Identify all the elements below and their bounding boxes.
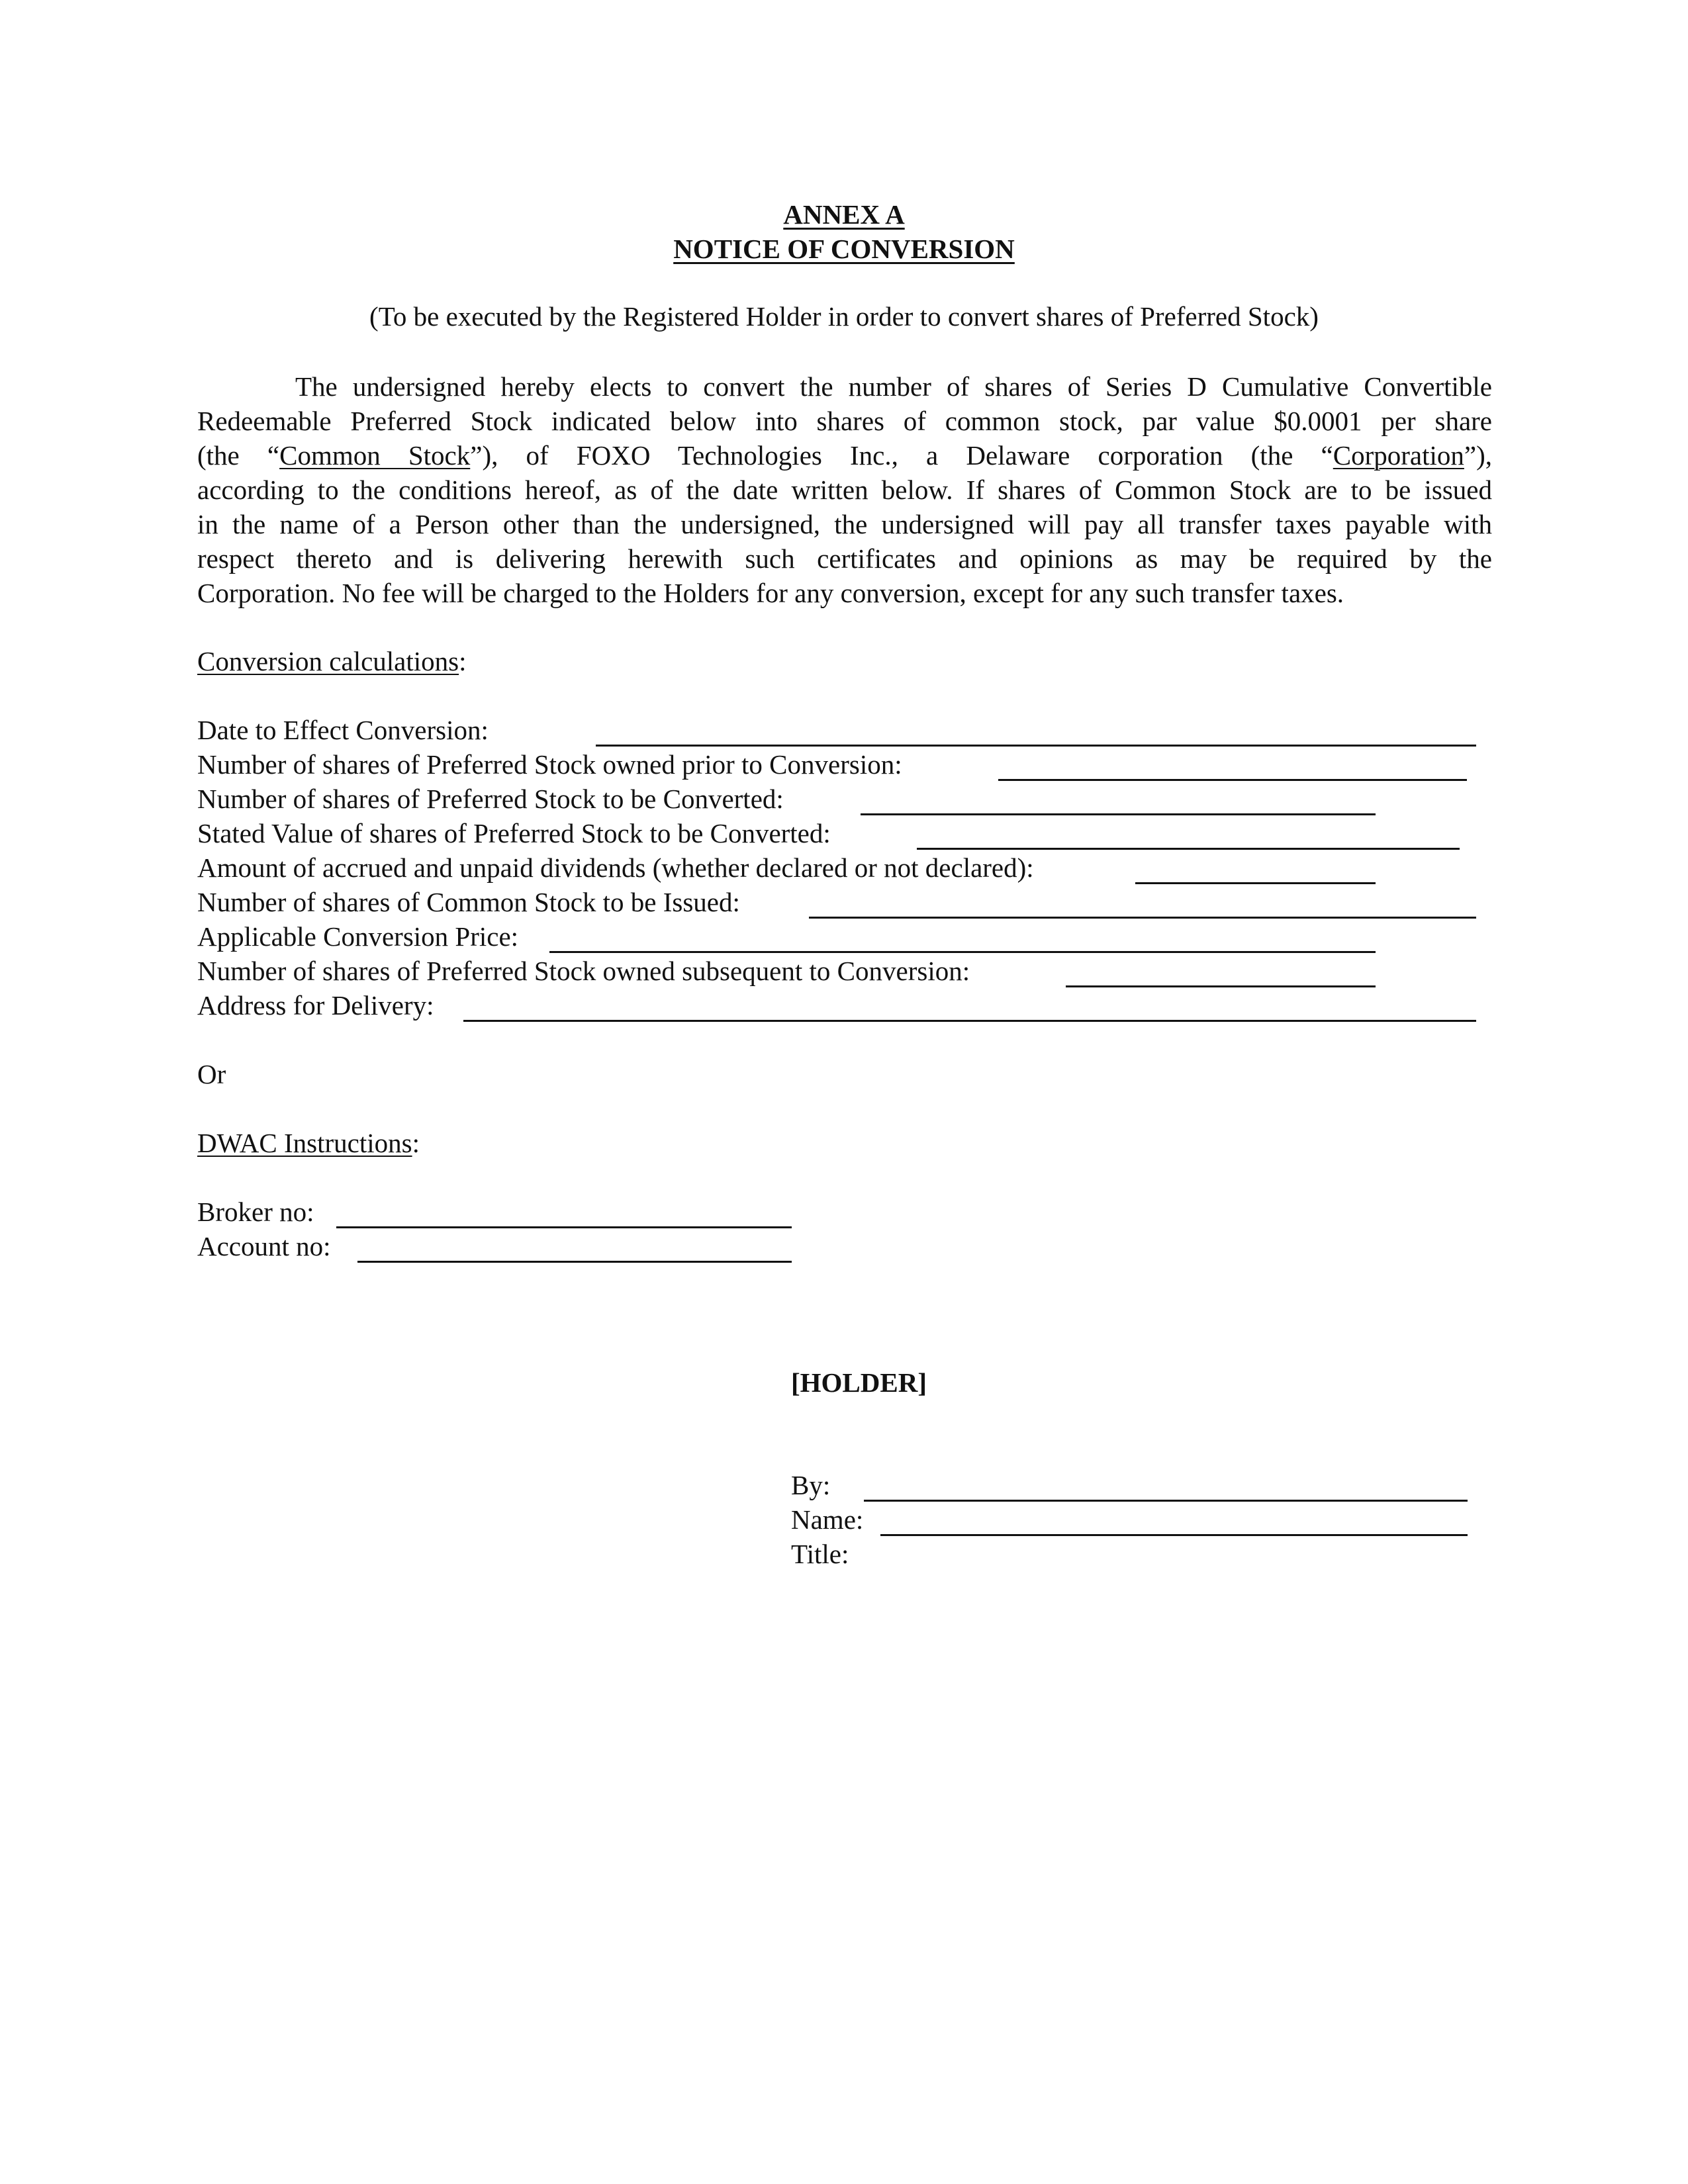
field-label-shares-owned-prior: Number of shares of Preferred Stock owned prior to Conversion: — [197, 749, 902, 780]
dwac-heading-colon: : — [412, 1128, 420, 1158]
dwac-heading — [197, 1126, 420, 1160]
name-label: Name: — [791, 1504, 864, 1535]
account-label: Account no: — [197, 1231, 331, 1261]
or-separator: Or — [197, 1059, 226, 1089]
account-blank[interactable] — [357, 1261, 792, 1263]
by-signature-blank[interactable] — [864, 1500, 1468, 1502]
instruction-text: (To be executed by the Registered Holder in order to convert shares of Preferred Stock) — [369, 301, 1319, 332]
field-blank-shares-converted[interactable] — [861, 813, 1376, 815]
conversion-heading-text: Conversion calculations — [197, 646, 459, 676]
field-blank-shares-owned-prior[interactable] — [998, 779, 1467, 781]
body-line: Redeemable Preferred Stock indicated below into shares of common stock, par value $0.0001 per share — [197, 406, 1492, 436]
field-blank-accrued-dividends[interactable] — [1135, 882, 1376, 884]
broker-blank[interactable] — [336, 1226, 792, 1228]
body-line: respect thereto and is delivering herewith such certificates and opinions as may be required by the — [197, 543, 1492, 574]
field-label-stated-value: Stated Value of shares of Preferred Stock to be Converted: — [197, 818, 831, 848]
field-blank-common-shares-issued[interactable] — [809, 917, 1476, 919]
field-blank-date[interactable] — [596, 745, 1476, 747]
body-text: ”), — [1464, 440, 1492, 471]
dwac-heading-text: DWAC Instructions — [197, 1128, 412, 1158]
annex-label: ANNEX A — [783, 199, 905, 230]
body-line: according to the conditions hereof, as of the date written below. If shares of Common Stock are to be issued — [197, 475, 1492, 505]
defined-term-corporation: Corporation — [1333, 440, 1464, 471]
body-paragraph — [197, 369, 1492, 610]
field-label-address: Address for Delivery: — [197, 990, 434, 1021]
body-line: Corporation. No fee will be charged to the Holders for any conversion, except for any such transfer taxes. — [197, 578, 1344, 608]
body-text: ”), of FOXO Technologies Inc., a Delaware corporation (the “ — [470, 440, 1333, 471]
body-line — [197, 438, 1492, 473]
field-label-common-shares-issued: Number of shares of Common Stock to be Issued: — [197, 887, 740, 917]
by-label: By: — [791, 1470, 831, 1500]
field-label-date: Date to Effect Conversion: — [197, 715, 489, 745]
document-title: NOTICE OF CONVERSION — [673, 234, 1015, 264]
name-blank[interactable] — [880, 1534, 1468, 1536]
field-label-conversion-price: Applicable Conversion Price: — [197, 921, 519, 952]
body-text: (the “ — [197, 440, 280, 471]
field-blank-address[interactable] — [463, 1020, 1476, 1022]
holder-label: [HOLDER] — [791, 1367, 927, 1398]
defined-term-common-stock: Common Stock — [279, 440, 471, 471]
broker-label: Broker no: — [197, 1197, 314, 1227]
field-blank-shares-owned-subsequent[interactable] — [1066, 985, 1376, 987]
field-label-accrued-dividends: Amount of accrued and unpaid dividends (whether declared or not declared): — [197, 852, 1034, 883]
conversion-heading — [197, 644, 467, 678]
body-line: in the name of a Person other than the undersigned, the undersigned will pay all transfer taxes payable with — [197, 509, 1492, 539]
field-label-shares-owned-subsequent: Number of shares of Preferred Stock owned subsequent to Conversion: — [197, 956, 970, 986]
field-label-shares-converted: Number of shares of Preferred Stock to be Converted: — [197, 784, 784, 814]
body-line: The undersigned hereby elects to convert the number of shares of Series D Cumulative Convertible — [295, 371, 1492, 402]
conversion-heading-colon: : — [459, 646, 467, 676]
field-blank-conversion-price[interactable] — [549, 951, 1376, 953]
title-label: Title: — [791, 1539, 849, 1569]
field-blank-stated-value[interactable] — [917, 848, 1460, 850]
